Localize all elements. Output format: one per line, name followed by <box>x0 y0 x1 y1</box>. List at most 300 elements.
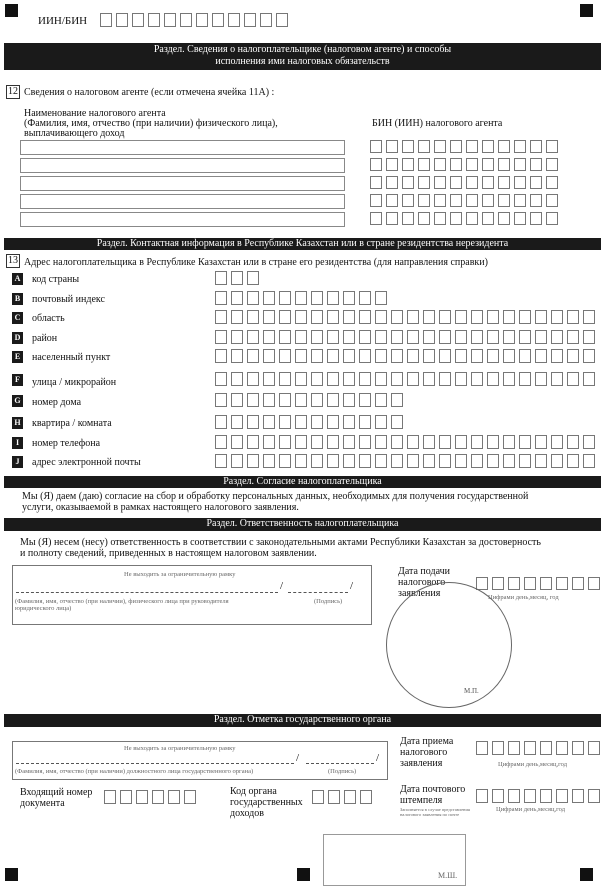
input-cell[interactable] <box>423 372 435 386</box>
organ-code-cells[interactable] <box>312 790 376 804</box>
input-cell[interactable] <box>263 372 275 386</box>
input-cell[interactable] <box>407 372 419 386</box>
input-cell[interactable] <box>180 13 192 27</box>
input-cell[interactable] <box>455 310 467 324</box>
input-cell[interactable] <box>295 372 307 386</box>
input-cell[interactable] <box>450 140 462 153</box>
input-cell[interactable] <box>503 349 515 363</box>
input-cell[interactable] <box>311 393 323 407</box>
input-cell[interactable] <box>295 454 307 468</box>
input-cell[interactable] <box>567 330 579 344</box>
input-cell[interactable] <box>535 310 547 324</box>
input-cell[interactable] <box>391 372 403 386</box>
input-cell[interactable] <box>572 741 584 755</box>
agent-bin-cells-2[interactable] <box>370 158 562 171</box>
input-cell[interactable] <box>514 140 526 153</box>
input-cell[interactable] <box>487 372 499 386</box>
input-cell[interactable] <box>418 176 430 189</box>
input-cell[interactable] <box>423 310 435 324</box>
input-cell[interactable] <box>212 13 224 27</box>
input-cell[interactable] <box>519 330 531 344</box>
input-cell[interactable] <box>359 415 371 429</box>
input-cell[interactable] <box>418 158 430 171</box>
input-cell[interactable] <box>231 454 243 468</box>
input-cell[interactable] <box>327 454 339 468</box>
input-cell[interactable] <box>327 393 339 407</box>
input-cell[interactable] <box>359 291 371 305</box>
input-cell[interactable] <box>567 310 579 324</box>
input-cell[interactable] <box>370 176 382 189</box>
input-cell[interactable] <box>295 330 307 344</box>
input-cell[interactable] <box>418 212 430 225</box>
input-cell[interactable] <box>196 13 208 27</box>
email-cells[interactable] <box>215 454 599 468</box>
input-cell[interactable] <box>215 393 227 407</box>
input-cell[interactable] <box>370 212 382 225</box>
input-cell[interactable] <box>391 330 403 344</box>
input-cell[interactable] <box>487 310 499 324</box>
input-cell[interactable] <box>482 176 494 189</box>
input-cell[interactable] <box>247 372 259 386</box>
input-cell[interactable] <box>556 577 568 590</box>
input-cell[interactable] <box>386 176 398 189</box>
input-cell[interactable] <box>540 741 552 755</box>
input-cell[interactable] <box>279 330 291 344</box>
input-cell[interactable] <box>471 454 483 468</box>
input-cell[interactable] <box>231 349 243 363</box>
input-cell[interactable] <box>551 330 563 344</box>
input-cell[interactable] <box>402 212 414 225</box>
locality-cells[interactable] <box>215 349 599 363</box>
input-cell[interactable] <box>423 349 435 363</box>
input-cell[interactable] <box>487 454 499 468</box>
input-cell[interactable] <box>567 372 579 386</box>
input-cell[interactable] <box>540 577 552 590</box>
input-cell[interactable] <box>391 415 403 429</box>
input-cell[interactable] <box>503 372 515 386</box>
input-cell[interactable] <box>247 393 259 407</box>
input-cell[interactable] <box>514 176 526 189</box>
input-cell[interactable] <box>551 454 563 468</box>
input-cell[interactable] <box>116 13 128 27</box>
input-cell[interactable] <box>295 435 307 449</box>
input-cell[interactable] <box>247 310 259 324</box>
input-cell[interactable] <box>231 435 243 449</box>
input-cell[interactable] <box>492 741 504 755</box>
input-cell[interactable] <box>519 349 531 363</box>
input-cell[interactable] <box>263 393 275 407</box>
input-cell[interactable] <box>503 310 515 324</box>
input-cell[interactable] <box>423 330 435 344</box>
submit-date-cells[interactable] <box>476 577 604 590</box>
input-cell[interactable] <box>343 415 355 429</box>
input-cell[interactable] <box>104 790 116 804</box>
input-cell[interactable] <box>471 372 483 386</box>
input-cell[interactable] <box>375 393 387 407</box>
input-cell[interactable] <box>327 372 339 386</box>
input-cell[interactable] <box>391 393 403 407</box>
input-cell[interactable] <box>482 212 494 225</box>
input-cell[interactable] <box>498 194 510 207</box>
input-cell[interactable] <box>407 435 419 449</box>
input-cell[interactable] <box>375 291 387 305</box>
input-cell[interactable] <box>498 212 510 225</box>
input-cell[interactable] <box>567 349 579 363</box>
input-cell[interactable] <box>279 310 291 324</box>
input-cell[interactable] <box>519 454 531 468</box>
input-cell[interactable] <box>583 435 595 449</box>
input-cell[interactable] <box>295 349 307 363</box>
input-cell[interactable] <box>471 349 483 363</box>
input-cell[interactable] <box>375 454 387 468</box>
input-cell[interactable] <box>391 435 403 449</box>
input-cell[interactable] <box>359 454 371 468</box>
input-cell[interactable] <box>535 349 547 363</box>
input-cell[interactable] <box>530 212 542 225</box>
input-cell[interactable] <box>476 789 488 803</box>
input-cell[interactable] <box>370 140 382 153</box>
input-cell[interactable] <box>514 158 526 171</box>
input-cell[interactable] <box>402 194 414 207</box>
input-cell[interactable] <box>120 790 132 804</box>
input-cell[interactable] <box>450 176 462 189</box>
post-date-cells[interactable] <box>476 789 604 803</box>
input-cell[interactable] <box>524 577 536 590</box>
input-cell[interactable] <box>359 330 371 344</box>
input-cell[interactable] <box>215 310 227 324</box>
input-cell[interactable] <box>327 349 339 363</box>
input-cell[interactable] <box>359 435 371 449</box>
input-cell[interactable] <box>434 158 446 171</box>
input-cell[interactable] <box>455 349 467 363</box>
input-cell[interactable] <box>434 176 446 189</box>
input-cell[interactable] <box>328 790 340 804</box>
input-cell[interactable] <box>184 790 196 804</box>
input-cell[interactable] <box>231 310 243 324</box>
input-cell[interactable] <box>588 741 600 755</box>
input-cell[interactable] <box>386 194 398 207</box>
input-cell[interactable] <box>498 140 510 153</box>
input-cell[interactable] <box>535 435 547 449</box>
input-cell[interactable] <box>407 310 419 324</box>
input-cell[interactable] <box>508 789 520 803</box>
input-cell[interactable] <box>471 330 483 344</box>
input-cell[interactable] <box>343 349 355 363</box>
input-cell[interactable] <box>530 158 542 171</box>
input-cell[interactable] <box>295 415 307 429</box>
agent-name-input-5[interactable] <box>20 212 345 227</box>
input-cell[interactable] <box>311 454 323 468</box>
input-cell[interactable] <box>231 415 243 429</box>
input-cell[interactable] <box>391 454 403 468</box>
input-cell[interactable] <box>228 13 240 27</box>
input-cell[interactable] <box>327 330 339 344</box>
region-cells[interactable] <box>215 310 599 324</box>
input-cell[interactable] <box>546 194 558 207</box>
input-cell[interactable] <box>375 435 387 449</box>
input-cell[interactable] <box>247 349 259 363</box>
input-cell[interactable] <box>492 577 504 590</box>
input-cell[interactable] <box>279 393 291 407</box>
input-cell[interactable] <box>311 349 323 363</box>
input-cell[interactable] <box>263 435 275 449</box>
input-cell[interactable] <box>466 158 478 171</box>
input-cell[interactable] <box>588 577 600 590</box>
input-cell[interactable] <box>498 176 510 189</box>
input-cell[interactable] <box>215 415 227 429</box>
input-cell[interactable] <box>343 372 355 386</box>
input-cell[interactable] <box>100 13 112 27</box>
input-cell[interactable] <box>152 790 164 804</box>
input-cell[interactable] <box>247 435 259 449</box>
input-cell[interactable] <box>514 212 526 225</box>
input-cell[interactable] <box>514 194 526 207</box>
input-cell[interactable] <box>450 212 462 225</box>
input-cell[interactable] <box>402 176 414 189</box>
input-cell[interactable] <box>402 158 414 171</box>
input-cell[interactable] <box>503 435 515 449</box>
input-cell[interactable] <box>583 330 595 344</box>
input-cell[interactable] <box>434 140 446 153</box>
input-cell[interactable] <box>407 330 419 344</box>
input-cell[interactable] <box>503 454 515 468</box>
input-cell[interactable] <box>343 310 355 324</box>
input-cell[interactable] <box>343 291 355 305</box>
agent-bin-cells-4[interactable] <box>370 194 562 207</box>
input-cell[interactable] <box>583 310 595 324</box>
input-cell[interactable] <box>572 577 584 590</box>
input-cell[interactable] <box>311 372 323 386</box>
input-cell[interactable] <box>551 372 563 386</box>
input-cell[interactable] <box>567 435 579 449</box>
input-cell[interactable] <box>215 330 227 344</box>
input-cell[interactable] <box>386 158 398 171</box>
input-cell[interactable] <box>375 372 387 386</box>
input-cell[interactable] <box>343 435 355 449</box>
input-cell[interactable] <box>327 310 339 324</box>
input-cell[interactable] <box>439 349 451 363</box>
input-cell[interactable] <box>439 454 451 468</box>
input-cell[interactable] <box>546 158 558 171</box>
input-cell[interactable] <box>263 330 275 344</box>
input-cell[interactable] <box>231 271 243 285</box>
input-cell[interactable] <box>359 349 371 363</box>
input-cell[interactable] <box>375 330 387 344</box>
input-cell[interactable] <box>247 454 259 468</box>
input-cell[interactable] <box>508 577 520 590</box>
accept-date-cells[interactable] <box>476 741 604 755</box>
input-cell[interactable] <box>434 212 446 225</box>
input-cell[interactable] <box>519 435 531 449</box>
input-cell[interactable] <box>471 310 483 324</box>
input-cell[interactable] <box>487 435 499 449</box>
input-cell[interactable] <box>407 454 419 468</box>
input-cell[interactable] <box>519 372 531 386</box>
input-cell[interactable] <box>279 435 291 449</box>
input-cell[interactable] <box>524 789 536 803</box>
input-cell[interactable] <box>359 372 371 386</box>
country-code-cells[interactable] <box>215 271 263 285</box>
input-cell[interactable] <box>439 330 451 344</box>
street-cells[interactable] <box>215 372 599 386</box>
input-cell[interactable] <box>455 372 467 386</box>
input-cell[interactable] <box>279 415 291 429</box>
input-cell[interactable] <box>439 372 451 386</box>
input-cell[interactable] <box>247 415 259 429</box>
input-cell[interactable] <box>215 435 227 449</box>
input-cell[interactable] <box>263 310 275 324</box>
input-cell[interactable] <box>343 393 355 407</box>
input-cell[interactable] <box>567 454 579 468</box>
input-cell[interactable] <box>231 291 243 305</box>
input-cell[interactable] <box>276 13 288 27</box>
input-cell[interactable] <box>556 741 568 755</box>
input-cell[interactable] <box>439 310 451 324</box>
input-cell[interactable] <box>482 140 494 153</box>
input-cell[interactable] <box>540 789 552 803</box>
input-cell[interactable] <box>407 349 419 363</box>
input-cell[interactable] <box>311 435 323 449</box>
input-cell[interactable] <box>455 435 467 449</box>
input-cell[interactable] <box>535 330 547 344</box>
input-cell[interactable] <box>583 454 595 468</box>
input-cell[interactable] <box>434 194 446 207</box>
input-cell[interactable] <box>492 789 504 803</box>
input-cell[interactable] <box>535 454 547 468</box>
input-cell[interactable] <box>466 212 478 225</box>
input-cell[interactable] <box>546 176 558 189</box>
input-cell[interactable] <box>215 349 227 363</box>
input-cell[interactable] <box>466 194 478 207</box>
input-cell[interactable] <box>551 310 563 324</box>
input-cell[interactable] <box>418 194 430 207</box>
input-cell[interactable] <box>450 158 462 171</box>
input-cell[interactable] <box>279 349 291 363</box>
input-cell[interactable] <box>263 454 275 468</box>
input-cell[interactable] <box>455 454 467 468</box>
input-cell[interactable] <box>370 194 382 207</box>
input-cell[interactable] <box>391 310 403 324</box>
input-cell[interactable] <box>343 330 355 344</box>
input-cell[interactable] <box>279 372 291 386</box>
input-cell[interactable] <box>244 13 256 27</box>
input-cell[interactable] <box>503 330 515 344</box>
phone-cells[interactable] <box>215 435 599 449</box>
input-cell[interactable] <box>455 330 467 344</box>
input-cell[interactable] <box>439 435 451 449</box>
input-cell[interactable] <box>471 435 483 449</box>
input-cell[interactable] <box>359 393 371 407</box>
input-cell[interactable] <box>263 349 275 363</box>
input-cell[interactable] <box>231 330 243 344</box>
input-cell[interactable] <box>168 790 180 804</box>
input-cell[interactable] <box>343 454 355 468</box>
input-cell[interactable] <box>215 291 227 305</box>
input-cell[interactable] <box>327 435 339 449</box>
agent-name-input-4[interactable] <box>20 194 345 209</box>
input-cell[interactable] <box>476 741 488 755</box>
input-cell[interactable] <box>260 13 272 27</box>
agent-bin-cells-3[interactable] <box>370 176 562 189</box>
postal-code-cells[interactable] <box>215 291 391 305</box>
input-cell[interactable] <box>487 349 499 363</box>
input-cell[interactable] <box>215 454 227 468</box>
apartment-cells[interactable] <box>215 415 407 429</box>
input-cell[interactable] <box>519 310 531 324</box>
iin-cells[interactable] <box>100 13 292 27</box>
input-cell[interactable] <box>295 310 307 324</box>
input-cell[interactable] <box>370 158 382 171</box>
input-cell[interactable] <box>247 330 259 344</box>
input-cell[interactable] <box>311 291 323 305</box>
input-cell[interactable] <box>386 212 398 225</box>
input-cell[interactable] <box>487 330 499 344</box>
input-cell[interactable] <box>231 372 243 386</box>
input-cell[interactable] <box>524 741 536 755</box>
input-cell[interactable] <box>311 330 323 344</box>
input-cell[interactable] <box>295 393 307 407</box>
input-cell[interactable] <box>450 194 462 207</box>
input-cell[interactable] <box>482 194 494 207</box>
input-cell[interactable] <box>423 454 435 468</box>
input-cell[interactable] <box>583 372 595 386</box>
input-cell[interactable] <box>418 140 430 153</box>
input-cell[interactable] <box>530 194 542 207</box>
input-cell[interactable] <box>508 741 520 755</box>
input-cell[interactable] <box>498 158 510 171</box>
input-cell[interactable] <box>535 372 547 386</box>
input-cell[interactable] <box>551 349 563 363</box>
input-cell[interactable] <box>583 349 595 363</box>
input-cell[interactable] <box>247 271 259 285</box>
input-cell[interactable] <box>312 790 324 804</box>
agent-bin-cells-1[interactable] <box>370 140 562 153</box>
agent-name-input-2[interactable] <box>20 158 345 173</box>
input-cell[interactable] <box>360 790 372 804</box>
input-cell[interactable] <box>375 349 387 363</box>
input-cell[interactable] <box>530 140 542 153</box>
input-cell[interactable] <box>136 790 148 804</box>
input-cell[interactable] <box>572 789 584 803</box>
district-cells[interactable] <box>215 330 599 344</box>
input-cell[interactable] <box>423 435 435 449</box>
input-cell[interactable] <box>466 140 478 153</box>
input-cell[interactable] <box>148 13 160 27</box>
agent-bin-cells-5[interactable] <box>370 212 562 225</box>
input-cell[interactable] <box>279 291 291 305</box>
agent-name-input-1[interactable] <box>20 140 345 155</box>
input-cell[interactable] <box>402 140 414 153</box>
input-cell[interactable] <box>311 310 323 324</box>
input-cell[interactable] <box>588 789 600 803</box>
input-cell[interactable] <box>231 393 243 407</box>
house-number-cells[interactable] <box>215 393 407 407</box>
input-cell[interactable] <box>386 140 398 153</box>
input-cell[interactable] <box>132 13 144 27</box>
input-cell[interactable] <box>375 415 387 429</box>
input-cell[interactable] <box>247 291 259 305</box>
input-cell[interactable] <box>263 415 275 429</box>
agent-name-input-3[interactable] <box>20 176 345 191</box>
input-cell[interactable] <box>375 310 387 324</box>
incoming-number-cells[interactable] <box>104 790 200 804</box>
input-cell[interactable] <box>279 454 291 468</box>
input-cell[interactable] <box>359 310 371 324</box>
input-cell[interactable] <box>327 415 339 429</box>
input-cell[interactable] <box>546 212 558 225</box>
input-cell[interactable] <box>344 790 356 804</box>
input-cell[interactable] <box>215 271 227 285</box>
